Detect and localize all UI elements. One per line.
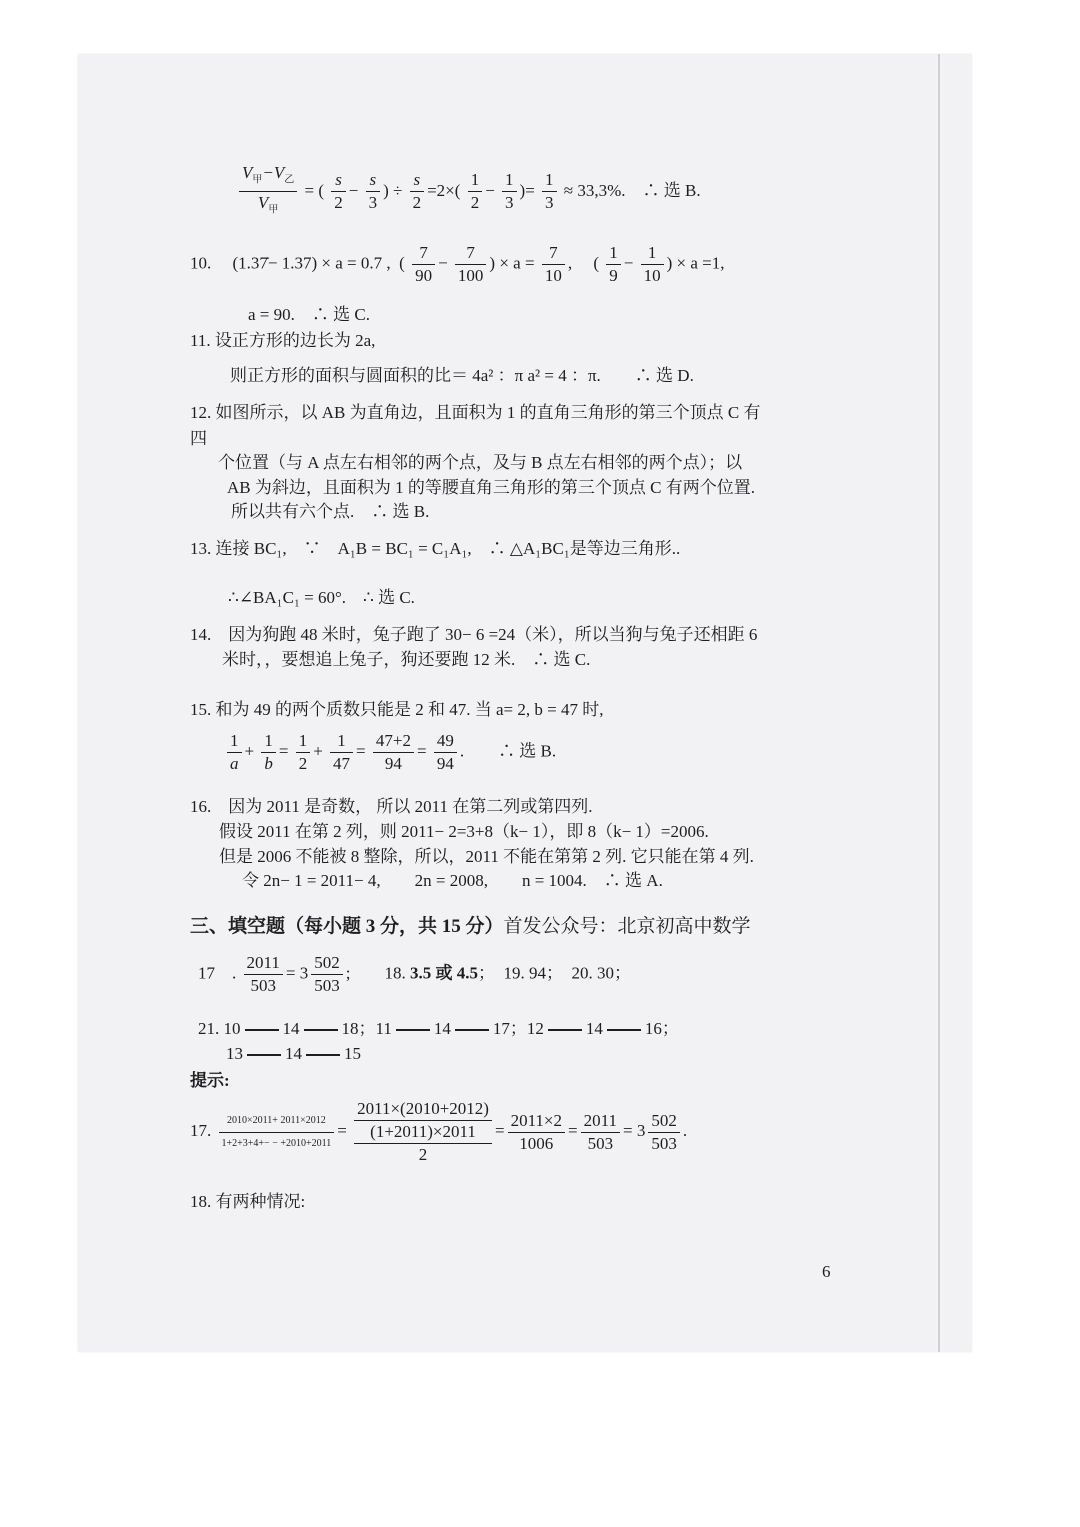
text: 14 xyxy=(433,1019,451,1038)
text: 49 xyxy=(434,730,457,753)
text: 7 xyxy=(412,242,435,265)
text: 94 xyxy=(384,754,402,773)
fraction xyxy=(508,1110,565,1155)
text: 三、填空题（每小题 3 分，共 15 分） xyxy=(190,916,504,937)
text: ∴ 选 B. xyxy=(498,741,557,761)
fraction xyxy=(434,730,457,775)
fraction xyxy=(366,169,381,214)
text: 16； xyxy=(644,1019,679,1038)
text: V xyxy=(242,163,253,182)
fraction xyxy=(542,169,557,214)
text: 1 xyxy=(542,169,557,192)
text: 503 xyxy=(314,976,340,995)
fraction xyxy=(296,730,311,775)
answer-14-line-1: 14. 因为狗跑 48 米时，兔子跑了 30− 6 =24（米），所以当狗与兔子还相距 6 xyxy=(190,625,758,644)
text: 3 xyxy=(545,193,554,213)
text: × a =1, xyxy=(676,253,725,273)
question-number: 10. xyxy=(190,253,212,273)
fraction xyxy=(330,730,353,775)
dash xyxy=(304,1029,338,1031)
text: 502 xyxy=(311,952,343,975)
text: 502 xyxy=(648,1110,680,1133)
text: 47 xyxy=(333,754,351,773)
text: s xyxy=(410,169,425,192)
text: (1.3 xyxy=(232,253,260,273)
answer-15-formula: $\frac{1}{a}$ + $\frac{1}{b}$ = $\frac{1}{2}$ + $\frac{1}{47}$ = $\frac{47+2}{94}$ = $\frac{49}{94}$ . ∴ 选 B. xyxy=(224,730,556,775)
dash xyxy=(306,1054,340,1056)
text: 甲 xyxy=(268,204,279,216)
fraction xyxy=(311,952,343,997)
text: 2 xyxy=(412,193,422,213)
text: 3 xyxy=(505,193,514,213)
text: 7 xyxy=(542,242,565,265)
text: 503 xyxy=(651,1133,677,1153)
text: 2011 xyxy=(581,1110,620,1133)
text: 17 xyxy=(198,963,215,983)
text: 503 xyxy=(587,1133,614,1153)
fraction xyxy=(373,730,414,775)
answer-16-line-1: 16. 因为 2011 是奇数， 所以 2011 在第二列或第四列. xyxy=(190,797,593,816)
fraction xyxy=(455,242,487,287)
dash xyxy=(396,1029,430,1031)
text: 2011×2 xyxy=(508,1110,565,1133)
text: 18. xyxy=(384,963,406,983)
text: 21. 10 xyxy=(198,1019,241,1038)
text: 2 xyxy=(470,193,480,213)
text: 1 xyxy=(330,730,353,753)
text: 3.5 或 4.5 xyxy=(409,963,478,983)
text: 7̇ xyxy=(259,253,268,273)
text: a xyxy=(230,754,239,773)
answer-10-result: a = 90. ∴ 选 C. xyxy=(248,305,370,324)
text: ≈ 33,3%. ∴ 选 B. xyxy=(563,180,701,200)
text: 1 xyxy=(502,169,517,192)
answer-16-line-2: 假设 2011 在第 2 列，则 2011− 2=3+8（k− 1），即 8（k− 1）=2006. xyxy=(219,822,709,841)
text: s xyxy=(331,169,346,192)
text: 94 xyxy=(436,754,454,773)
page-edge-line xyxy=(938,54,940,1352)
text: = 3 xyxy=(285,963,309,983)
text: 3 xyxy=(368,193,378,213)
text: s xyxy=(366,169,381,192)
text: 15 xyxy=(344,1044,361,1063)
text: 14 xyxy=(585,1019,603,1038)
fill-answer-21-line-1 xyxy=(198,1017,679,1041)
fraction xyxy=(542,242,565,287)
fraction xyxy=(641,242,664,287)
fraction xyxy=(410,169,425,214)
text: 乙 xyxy=(284,174,295,186)
fraction xyxy=(648,1110,680,1155)
text: ； 19. 94； 20. 30； xyxy=(477,963,631,983)
answer-9-formula: $\frac{V_甲-V_乙}{V_甲}$ = ( $\frac{s}{2}$ − $\frac{s}{3}$ ) ÷ $\frac{s}{2}$ =2×( $\frac{1}{2}$ − $\frac{1}{3}$ )= $\frac{1}{3}$ ≈ 33,3%. ∴ 选 B. xyxy=(236,162,701,222)
text: 9 xyxy=(609,266,618,285)
answer-10: 10. (1.37̇− 1.37) × a = 0.7 , ( $\frac{7}{90}$ − $\frac{7}{100}$ ) × a = $\frac{7}{10}$ , ( $\frac{1}{9}$ − $\frac{1}{10}$ ) × a =1, xyxy=(190,243,725,285)
text: 2 xyxy=(334,193,343,213)
text: ; xyxy=(345,963,351,983)
fraction xyxy=(502,169,517,214)
answer-13-line-1: 13. 连接 BC₁, ∵ A₁B = BC₁ = C₁A₁, ∴ △A₁BC₁是等边三角形.. xyxy=(190,539,681,558)
answer-15-line-1: 15. 和为 49 的两个质数只能是 2 和 47. 当 a= 2, b = 47 时, xyxy=(190,700,604,719)
hint-18: 18. 有两种情况: xyxy=(190,1192,306,1211)
text: 90 xyxy=(415,266,433,285)
text: 17. xyxy=(190,1120,212,1140)
fraction xyxy=(354,1098,492,1166)
text: 1 xyxy=(468,169,483,192)
text: 1006 xyxy=(519,1133,554,1153)
fraction xyxy=(606,242,621,287)
velocity-ratio-fraction xyxy=(239,162,297,222)
fraction xyxy=(468,169,483,214)
text: 2011×(2010+2012) xyxy=(354,1098,492,1121)
text: × a = xyxy=(499,253,535,273)
hint-17-formula: 17. $\frac{2010\times 2011+ 2011\times 2012}{1+2+3+4+- - +2010+2011}$ = 2011×(2010+2012) (1+2011)×2011 2 = $\frac{2011\times 2}{1006}$ = $\frac{2011}{503}$ = 3 $\frac{502}{503}$ . xyxy=(190,1099,688,1164)
text: 2010×2011+ 2011×2012 xyxy=(219,1110,335,1133)
dash xyxy=(548,1029,582,1031)
dash xyxy=(247,1054,281,1056)
text: 13 xyxy=(226,1044,243,1063)
answer-11-result: 则正方形的面积与圆面积的比＝ 4a² ：π a² = 4 ：π. ∴ 选 D. xyxy=(230,366,694,385)
text: 503 xyxy=(250,976,276,995)
text: 14 xyxy=(282,1019,300,1038)
fraction xyxy=(219,1110,335,1155)
answer-12-line-5: 所以共有六个点. ∴ 选 B. xyxy=(231,502,430,521)
dash xyxy=(245,1029,279,1031)
text: 2011 xyxy=(244,952,283,975)
fraction xyxy=(412,242,435,287)
hint-heading: 提示: xyxy=(190,1071,230,1090)
text: 7 xyxy=(455,242,487,265)
fraction xyxy=(261,730,276,775)
text: 1 xyxy=(296,730,311,753)
text: − 1.37) × a = 0.7 , xyxy=(267,253,391,273)
text: 1 xyxy=(261,730,276,753)
dash xyxy=(607,1029,641,1031)
text: 10 xyxy=(544,266,562,285)
text: 1+2+3+4+− − +2010+2011 xyxy=(221,1137,332,1149)
text: 2 xyxy=(298,754,308,773)
text: 47+2 xyxy=(373,730,414,753)
fraction xyxy=(244,952,283,997)
answer-12-line-3: 个位置（与 A 点左右相邻的两个点，及与 B 点左右相邻的两个点）；以 xyxy=(218,453,743,472)
text: 首发公众号：北京初高中数学 xyxy=(503,916,751,937)
fill-answer-21-line-2 xyxy=(226,1042,361,1066)
dash xyxy=(455,1029,489,1031)
answer-16-line-3: 但是 2006 不能被 8 整除，所以，2011 不能在第第 2 列. 它只能在第 4 列. xyxy=(219,847,754,866)
answer-14-line-2: 米时，，要想追上兔子，狗还要跑 12 米. ∴ 选 C. xyxy=(222,650,591,669)
text: 14 xyxy=(285,1044,302,1063)
text: b xyxy=(264,754,273,773)
answer-11: 11. 设正方形的边长为 2a, xyxy=(190,331,376,350)
text: 17；12 xyxy=(492,1019,544,1038)
text: 1 xyxy=(606,242,621,265)
text: (1+2011)×2011 xyxy=(354,1121,492,1144)
text: V xyxy=(257,193,269,213)
text: 甲 xyxy=(252,174,263,186)
text: −V xyxy=(262,163,285,182)
fraction xyxy=(581,1110,620,1155)
text: 100 xyxy=(457,266,484,285)
text: 2 xyxy=(418,1145,428,1164)
text: 10 xyxy=(643,266,661,285)
fraction xyxy=(227,730,242,775)
answer-12-line-4: AB 为斜边，且面积为 1 的等腰直角三角形的第三个顶点 C 有两个位置. xyxy=(227,478,755,497)
answer-12-line-2: 四 xyxy=(190,429,207,448)
text: 1 xyxy=(227,730,242,753)
fraction xyxy=(331,169,346,214)
section-3-heading xyxy=(190,915,751,939)
fill-answers-17-20: 17 . $\frac{2011}{503}$ = 3 $\frac{502}{503}$ ; 18. 3.5 或 4.5； 19. 94； 20. 30； xyxy=(198,953,631,995)
text: 1 xyxy=(641,242,664,265)
answer-12-line-1: 12. 如图所示，以 AB 为直角边，且面积为 1 的直角三角形的第三个顶点 C 有 xyxy=(190,403,761,422)
page-number: 6 xyxy=(822,1262,831,1281)
text: 18；11 xyxy=(341,1019,392,1038)
answer-16-line-4: 令 2n− 1 = 2011− 4, 2n = 2008, n = 1004. ∴ 选 A. xyxy=(242,871,663,890)
answer-13-line-2: ∴∠BA₁C₁ = 60°. ∴ 选 C. xyxy=(228,588,415,607)
